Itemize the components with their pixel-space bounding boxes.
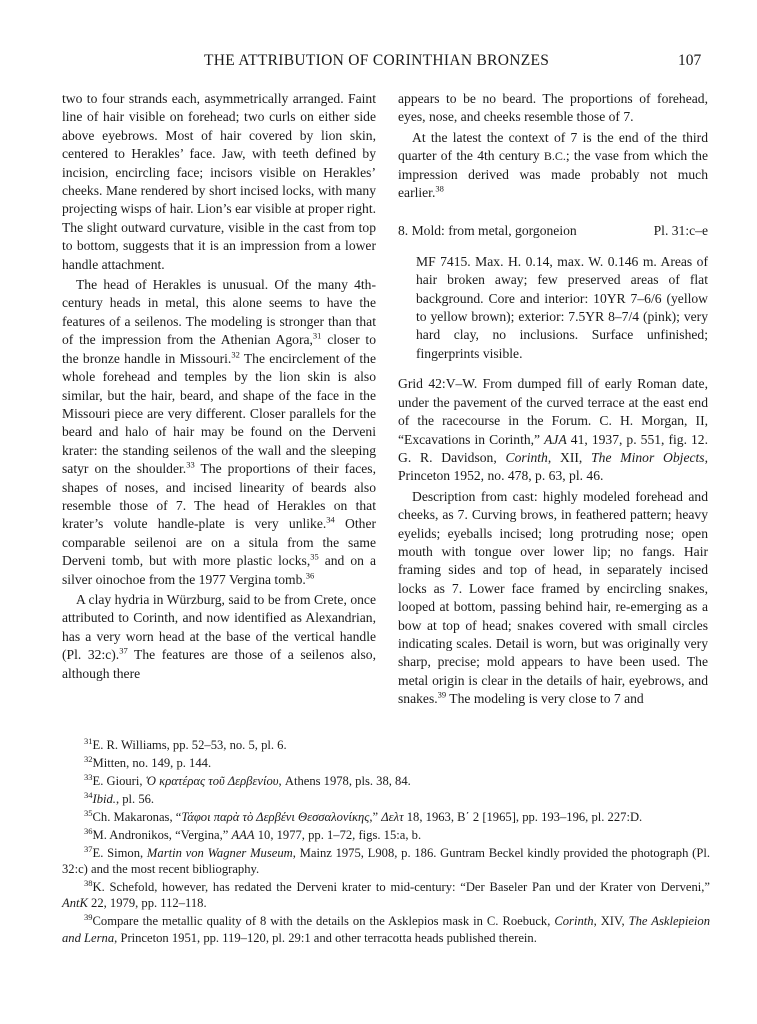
paragraph-text: two to four strands each, asymmetrically arranged. Faint line of hair visible on forehead; two curls on either side above eyebrows. Most of hair covered by lion skin, centered to Herakles’ face. Jaw, with teeth defined by incision, encircling face; incisors visible on Herakles’ cheeks. Mane rendered by short incised locks, with many projecting wisps of hair. Lion’s ear visible at proper right. The slight outward curvature, visible in the cast from top to bottom, suggests that it is an impression from a lower handle attachment. <box>62 91 376 272</box>
paragraph-text: The features are those of a seilenos also, although there <box>62 647 376 681</box>
paragraph-text: The modeling is very close to 7 and <box>446 691 644 707</box>
footnote <box>62 773 710 789</box>
footnote-text: E. Simon, <box>92 846 147 860</box>
entry-plate: Pl. 31:c–e <box>653 223 708 239</box>
paragraph-text: closer to the bronze handle in Missouri. <box>62 332 376 366</box>
book-title: The Asklepieion and Lerna <box>62 914 711 945</box>
paragraph-text: Other comparable seilenoi are on a situla from the same Derveni tomb, but with more plastic locks, <box>62 516 377 569</box>
footnote-text: 18, 1963, Β΄ 2 [1965], pp. 193–196, pl. 227:D. <box>403 810 643 824</box>
footnote-ref[interactable]: 38 <box>435 183 444 194</box>
paragraph-text: At the latest the context of 7 is the end of the third quarter of the 4th century <box>398 129 708 164</box>
footnote-number: 34 <box>84 789 93 800</box>
footnote-ref[interactable]: 33 <box>186 459 195 470</box>
journal-abbrev: AAA <box>231 828 255 842</box>
paragraph-text: Grid 42:V–W. From dumped fill of early Roman date, under the pavement of the curved terrace at the east end of the racecourse in the Forum. C. H. Morgan, II, “Excavations in Corinth,” <box>398 376 708 447</box>
paragraph-text: 41, 1937, p. 551, fig. 12. G. R. Davidson, <box>398 431 708 465</box>
paragraph-text: A clay hydria in Würzburg, said to be from Crete, once attributed to Corinth, and now identified as Alexandrian, has a very worn head at the base of the vertical handle (Pl. 32:c). <box>62 591 376 663</box>
footnote-number: 35 <box>84 807 93 818</box>
footnote-text: E. Giouri, <box>92 774 146 788</box>
footnote-text: E. R. Williams, pp. 52–53, no. 5, pl. 6. <box>92 738 287 752</box>
book-title: Corinth <box>554 914 594 929</box>
footnote-text: Mitten, no. 149, p. 144. <box>92 756 212 770</box>
page-number: 107 <box>678 52 702 69</box>
running-header <box>0 52 757 76</box>
footnote-text: 10, 1977, pp. 1–72, figs. 15:a, b. <box>254 828 422 842</box>
journal-abbrev: AntK <box>62 896 88 911</box>
paragraph <box>62 276 376 589</box>
footnote-number: 38 <box>84 878 93 889</box>
paragraph <box>398 375 708 485</box>
footnote-text: Ch. Makaronas, “ <box>92 810 182 824</box>
footnote-number: 36 <box>84 825 93 836</box>
footnote <box>62 791 710 807</box>
paragraph-text: ; the vase from which the impression derived was made probably not much earlier. <box>398 148 708 201</box>
catalog-entry-description: MF 7415. Max. H. 0.14, max. W. 0.146 m. Areas of hair broken away; few preserved areas of flat background. Core and interior: 10YR 7–6/6 (yellow to yellow brown); exterior: 7.5YR 8–7/4 (pink); very hard clay, no inclusions. Surface unfinished; fingerprints visible. <box>416 253 708 361</box>
footnote-ref[interactable]: 37 <box>119 645 128 656</box>
footnote-ref[interactable]: 34 <box>326 514 335 525</box>
footnote-ref[interactable]: 39 <box>437 689 447 700</box>
footnote-text: , XIV, <box>593 914 629 929</box>
footnote-text: Compare the metallic quality of 8 with the details on the Asklepios mask in C. Roebuck, <box>92 914 555 929</box>
paragraph-text: Description from cast: highly modeled forehead and cheeks, as 7. Curving brows, in feathered pattern; heavy eyelids; eyeballs incised; long protruding nose; open mouth with tongue over lower lip; no fangs. Hair framing sides and top of head, in separately incised locks as 7. Lower face framed by encircling snakes, looped at bottom, passing behind hair, re-emerging as a bow at top of head; snakes covered with small circles indicating scales. Detail is worn, but was originally very sharp, precise; mold appears to have been used. The metal origin is clear in the details of hair, eyebrows, and snakes. <box>398 488 708 707</box>
footnote <box>62 737 710 753</box>
paragraph <box>398 129 708 203</box>
footnote <box>62 845 710 877</box>
footnote-text: , Princeton 1951, pp. 119–120, pl. 29:1 and other terracotta heads published therein. <box>114 930 537 945</box>
footnote-number: 33 <box>84 771 93 782</box>
paragraph-text: , XII, <box>547 449 592 465</box>
footnotes <box>62 737 710 948</box>
paragraph-text: The head of Herakles is unusual. Of the many 4th-century heads in metal, this alone seems to have the features of a seilenos. The modeling is stronger than that of the impression from the Athenian Agora, <box>62 277 376 348</box>
right-column <box>398 90 708 709</box>
footnote-number: 32 <box>84 753 93 764</box>
footnote <box>62 913 710 945</box>
paragraph-text: appears to be no beard. The proportions of forehead, eyes, nose, and cheeks resemble those of 7. <box>398 91 708 125</box>
footnote-ref[interactable]: 32 <box>231 349 240 360</box>
footnote-text: , Mainz 1975, L908, p. 186. Guntram Beckel kindly provided the photograph (Pl. 32:c) and the most recent bibliography. <box>62 846 711 877</box>
entry-title: 8. Mold: from metal, gorgoneion <box>398 223 577 239</box>
paragraph-text: The proportions of their faces, shapes of noses, and incised linearity of beards also resemble those of 7. The head of Herakles on that krater’s volute handle-plate is very unlike. <box>62 461 376 532</box>
paragraph-text: and on a silver oinochoe from the 1977 Vergina tomb. <box>62 553 376 587</box>
footnote-text: , Athens 1978, pls. 38, 84. <box>278 774 411 788</box>
paragraph-text: , Princeton 1952, no. 478, p. 63, pl. 46. <box>398 449 708 484</box>
journal-abbrev: AJA <box>544 431 567 447</box>
greek-title: Ὁ κρατέρας τοῦ Δερβενίου <box>145 774 279 788</box>
footnote <box>62 755 710 771</box>
footnote-text: M. Andronikos, “Vergina,” <box>92 828 232 842</box>
footnote <box>62 827 710 843</box>
era-abbrev: B.C. <box>543 149 566 164</box>
footnote-number: 31 <box>84 735 93 746</box>
footnote-text: K. Schefold, however, has redated the Derveni krater to mid-century: “Der Baseler Pan und der Krater von Derveni,” <box>92 880 710 895</box>
footnote-ref[interactable]: 36 <box>305 570 315 581</box>
book-title: The Minor Objects <box>591 449 705 465</box>
paragraph <box>62 591 376 683</box>
paragraph <box>398 90 708 127</box>
footnote <box>62 879 710 911</box>
paragraph-text: The encirclement of the whole forehead and temples by the lion skin is also similar, but the hair, beard, and shape of the face in the Missouri piece are very different. Closer parallels for the beard and halo of hair may be found on the Derveni krater: the standing seilenos of the wall and the sleeping satyr on the shoulder. <box>62 350 376 477</box>
footnote-ref[interactable]: 35 <box>310 551 319 562</box>
footnote <box>62 809 710 825</box>
catalog-entry-heading <box>398 222 708 240</box>
footnote-text: ,” <box>369 810 382 824</box>
footnote-number: 37 <box>84 843 93 854</box>
running-title: THE ATTRIBUTION OF CORINTHIAN BRONZES <box>204 52 550 69</box>
footnote-text: , pl. 56. <box>115 792 155 806</box>
left-column <box>62 90 376 683</box>
paragraph <box>62 90 376 274</box>
book-title: Martin von Wagner Museum <box>146 846 293 860</box>
footnote-text: Ibid. <box>92 792 116 806</box>
footnote-text: 22, 1979, pp. 112–118. <box>87 896 207 911</box>
paragraph <box>398 488 708 709</box>
greek-title: Τάφοι παρὰ τὸ Δερβένι Θεσσαλονίκης <box>181 810 370 824</box>
journal-abbrev: Δελτ <box>381 810 404 824</box>
footnote-number: 39 <box>84 912 93 923</box>
footnote-ref[interactable]: 31 <box>312 330 322 341</box>
book-title: Corinth <box>505 449 548 465</box>
